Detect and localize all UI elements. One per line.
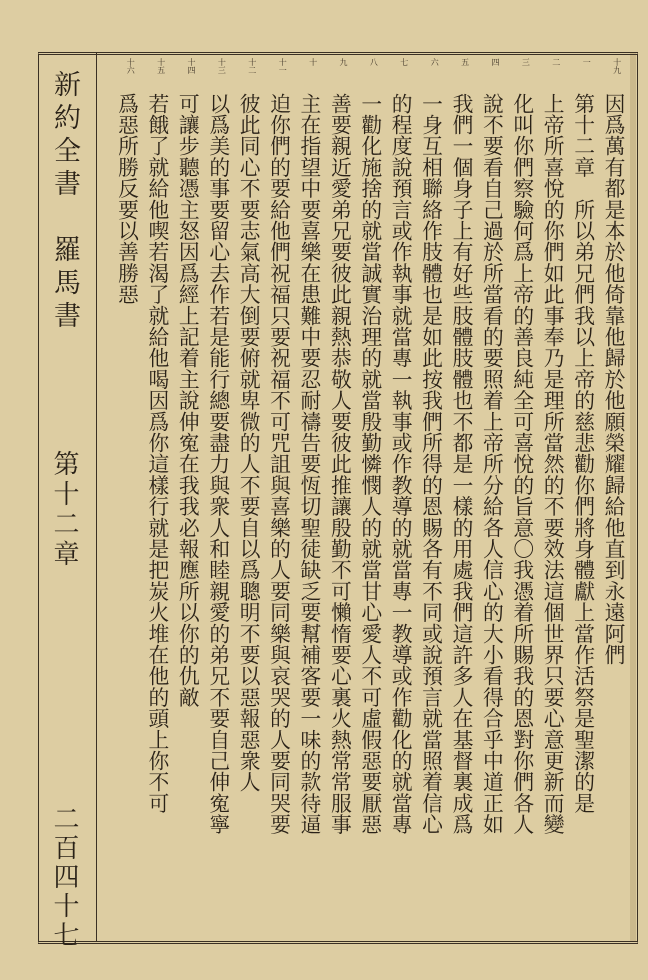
margin-verse-number: 十 [308,58,318,66]
margin-verse-number: 七 [399,58,409,66]
chapter-heading: 第十二章 [49,450,79,570]
text-line: 一身互相聯絡作肢體也是如此按我們所得的恩賜各有不同或說預言就當照着信心 [418,93,443,835]
book-title: 新約全書 羅馬書 [49,70,80,334]
text-line: 迫你們的要給他們祝福只要祝福不可咒詛與喜樂的人要同樂與哀哭的人要同哭要 [266,93,291,835]
margin-verse-number: 十五 [156,58,166,74]
text-line: 上帝所喜悅的你們如此事奉乃是理所當然的不要效法這個世界只要心意更新而變 [540,93,565,835]
scripture-text [92,93,628,933]
page-number: 二百四十七 [49,805,79,950]
text-line: 可讓步聽憑主怒因爲經上記着主說伸寃在我我必報應所以你的仇敵 [175,93,200,708]
margin-verse-number: 八 [369,58,379,66]
margin-verse-number: 四 [491,58,500,66]
text-line: 第十二章 所以弟兄們我以上帝的慈悲勸你們將身體獻上當作活祭是聖潔的是 [570,93,595,814]
text-line: 一勸化施捨的就當誠實治理的就當殷勤憐憫人的就當甘心愛人不可虛假惡要厭惡 [357,93,382,835]
text-line: 彼此同心不要志氣高大倒要俯就卑微的人不要自以爲聰明不要以惡報惡衆人 [236,93,261,793]
margin-verse-number: 五 [460,58,470,66]
text-line: 化叫你們察驗何爲上帝的善良純全可喜悅的旨意〇我憑着所賜我的恩對你們各人 [509,93,534,835]
margin-verse-number: 二 [551,58,561,66]
text-line: 若餓了就給他喫若渴了就給他喝因爲你這樣行就是把炭火堆在他的頭上你不可 [144,93,169,814]
margin-verse-number: 十一 [278,58,288,74]
margin-verse-number: 十三 [217,58,227,74]
margin-verse-number: 一 [582,58,592,66]
text-line: 因爲萬有都是本於他倚靠他歸於他願榮耀歸給他直到永遠阿們 [601,93,625,666]
margin-verse-number: 九 [339,58,348,66]
margin-verse-number: 六 [430,58,440,66]
margin-verse-number: 十六 [126,58,136,74]
verse-number-row [102,58,634,88]
text-line: 爲惡所勝反要以善勝惡 [114,93,139,305]
margin-verse-number: 十九 [612,58,622,74]
margin-verse-number: 十四 [187,58,196,74]
text-line: 說不要看自己過於所當看的要照着上帝所分給各人信心的大小看得合乎中道正如 [479,93,504,835]
text-line: 善要親近愛弟兄要彼此親熱恭敬人要彼此推讓殷勤不可懶惰要心裏火熱常常服事 [327,93,352,835]
margin-verse-number: 十二 [247,58,257,74]
text-line: 我們一個身子上有好些肢體肢體也不都是一樣的用處我們這許多人在基督裏成爲 [448,93,473,835]
text-line: 主在指望中要喜樂在患難中要忍耐禱告要恆切聖徒缺乏要幫補客要一味的款待逼 [296,93,321,835]
text-line: 以爲美的事要留心去作若是能行總要盡力與衆人和睦親愛的弟兄不要自己伸寃寧 [205,93,230,835]
text-line: 的程度說預言或作執事就當專一執事或作教導的就當專一教導或作勸化的就當專 [388,93,413,835]
margin-verse-number: 三 [521,58,531,66]
